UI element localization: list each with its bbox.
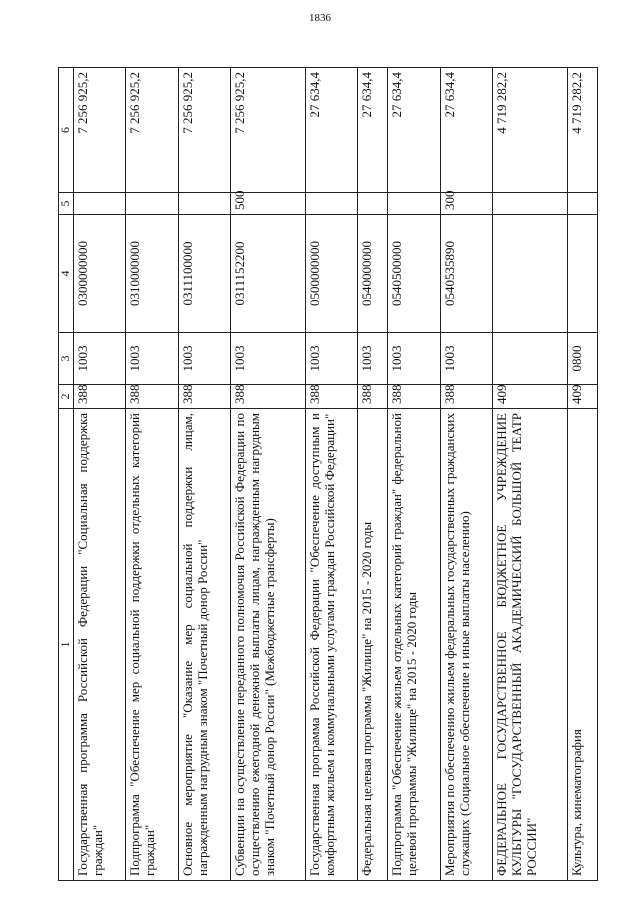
cell-section-code: 1003	[231, 333, 306, 385]
table-row	[493, 68, 568, 881]
cell-target-code: 0540535890	[440, 215, 492, 333]
budget-table	[58, 67, 598, 881]
cell-amount: 7 256 925,2	[231, 68, 306, 193]
cell-section-code: 1003	[74, 333, 126, 385]
cell-expense-type	[358, 193, 388, 215]
table-row	[306, 68, 358, 881]
cell-expense-type	[306, 193, 358, 215]
column-header: 2	[59, 385, 74, 409]
cell-ministry-code: 388	[231, 385, 306, 409]
cell-ministry-code: 388	[440, 385, 492, 409]
cell-name: Культура, кинематография	[567, 409, 597, 881]
cell-amount: 4 719 282,2	[493, 68, 568, 193]
cell-ministry-code: 409	[567, 385, 597, 409]
cell-section-code: 1003	[178, 333, 230, 385]
cell-amount: 27 634,4	[358, 68, 388, 193]
cell-expense-type: 500	[231, 193, 306, 215]
column-header: 3	[59, 333, 74, 385]
cell-expense-type	[74, 193, 126, 215]
cell-expense-type	[493, 193, 568, 215]
table-row	[358, 68, 388, 881]
cell-section-code: 0800	[567, 333, 597, 385]
cell-name: Федеральная целевая программа "Жилище" на 2015 - 2020 годы	[358, 409, 388, 881]
cell-target-code: 0540500000	[388, 215, 440, 333]
cell-expense-type	[388, 193, 440, 215]
cell-name: Субвенции на осуществление переданного полномочия Российской Федерации по осуществлению ежегодной денежной выплаты лицам, награжденным нагрудным знаком "Почетный донор России" (Межбюджетные трансферты)	[231, 409, 306, 881]
page-number: 1836	[309, 12, 331, 24]
column-header: 5	[59, 193, 74, 215]
table-row	[440, 68, 492, 881]
cell-target-code: 0310000000	[126, 215, 178, 333]
column-header: 4	[59, 215, 74, 333]
rotated-budget-table	[58, 68, 598, 881]
cell-section-code	[493, 333, 568, 385]
cell-amount: 4 719 282,2	[567, 68, 597, 193]
cell-target-code: 0300000000	[74, 215, 126, 333]
cell-section-code: 1003	[306, 333, 358, 385]
cell-ministry-code: 388	[388, 385, 440, 409]
cell-amount: 7 256 925,2	[178, 68, 230, 193]
cell-expense-type	[178, 193, 230, 215]
header-row	[59, 68, 74, 881]
table-row	[231, 68, 306, 881]
cell-target-code	[567, 215, 597, 333]
cell-section-code: 1003	[388, 333, 440, 385]
cell-name: Государственная программа Российской Федерации "Обеспечение доступным и комфортным жильем и коммунальными услугами граждан Российской Федерации"	[306, 409, 358, 881]
cell-name: Подпрограмма "Обеспечение жильем отдельных категорий граждан" федеральной целевой программы "Жилище" на 2015 - 2020 годы	[388, 409, 440, 881]
cell-section-code: 1003	[440, 333, 492, 385]
cell-ministry-code: 388	[358, 385, 388, 409]
table-row	[178, 68, 230, 881]
cell-amount: 7 256 925,2	[74, 68, 126, 193]
cell-amount: 27 634,4	[388, 68, 440, 193]
cell-target-code	[493, 215, 568, 333]
cell-section-code: 1003	[358, 333, 388, 385]
table-row	[126, 68, 178, 881]
cell-expense-type	[567, 193, 597, 215]
table-row	[388, 68, 440, 881]
cell-target-code: 0311152200	[231, 215, 306, 333]
cell-name: Основное мероприятие "Оказание мер социальной поддержки лицам, награжденным нагрудным знаком "Почетный донор России"	[178, 409, 230, 881]
cell-name: Мероприятия по обеспечению жильем федеральных государственных гражданских служащих (Социальное обеспечение и иные выплаты населению)	[440, 409, 492, 881]
cell-target-code: 0311100000	[178, 215, 230, 333]
cell-ministry-code: 388	[74, 385, 126, 409]
cell-name: ФЕДЕРАЛЬНОЕ ГОСУДАРСТВЕННОЕ БЮДЖЕТНОЕ УЧРЕЖДЕНИЕ КУЛЬТУРЫ "ГОСУДАРСТВЕННЫЙ АКАДЕМИЧЕСКИЙ БОЛЬШОЙ ТЕАТР РОССИИ"	[493, 409, 568, 881]
cell-ministry-code: 409	[493, 385, 568, 409]
cell-amount: 7 256 925,2	[126, 68, 178, 193]
column-header: 1	[59, 409, 74, 881]
cell-expense-type	[126, 193, 178, 215]
cell-amount: 27 634,4	[440, 68, 492, 193]
cell-target-code: 0540000000	[358, 215, 388, 333]
cell-ministry-code: 388	[306, 385, 358, 409]
cell-expense-type: 300	[440, 193, 492, 215]
cell-section-code: 1003	[126, 333, 178, 385]
cell-amount: 27 634,4	[306, 68, 358, 193]
cell-ministry-code: 388	[126, 385, 178, 409]
cell-target-code: 0500000000	[306, 215, 358, 333]
table-row	[567, 68, 597, 881]
column-header: 6	[59, 68, 74, 193]
cell-name: Государственная программа Российской Федерации "Социальная поддержка граждан"	[74, 409, 126, 881]
cell-ministry-code: 388	[178, 385, 230, 409]
cell-name: Подпрограмма "Обеспечение мер социальной поддержки отдельных категорий граждан"	[126, 409, 178, 881]
table-row	[74, 68, 126, 881]
